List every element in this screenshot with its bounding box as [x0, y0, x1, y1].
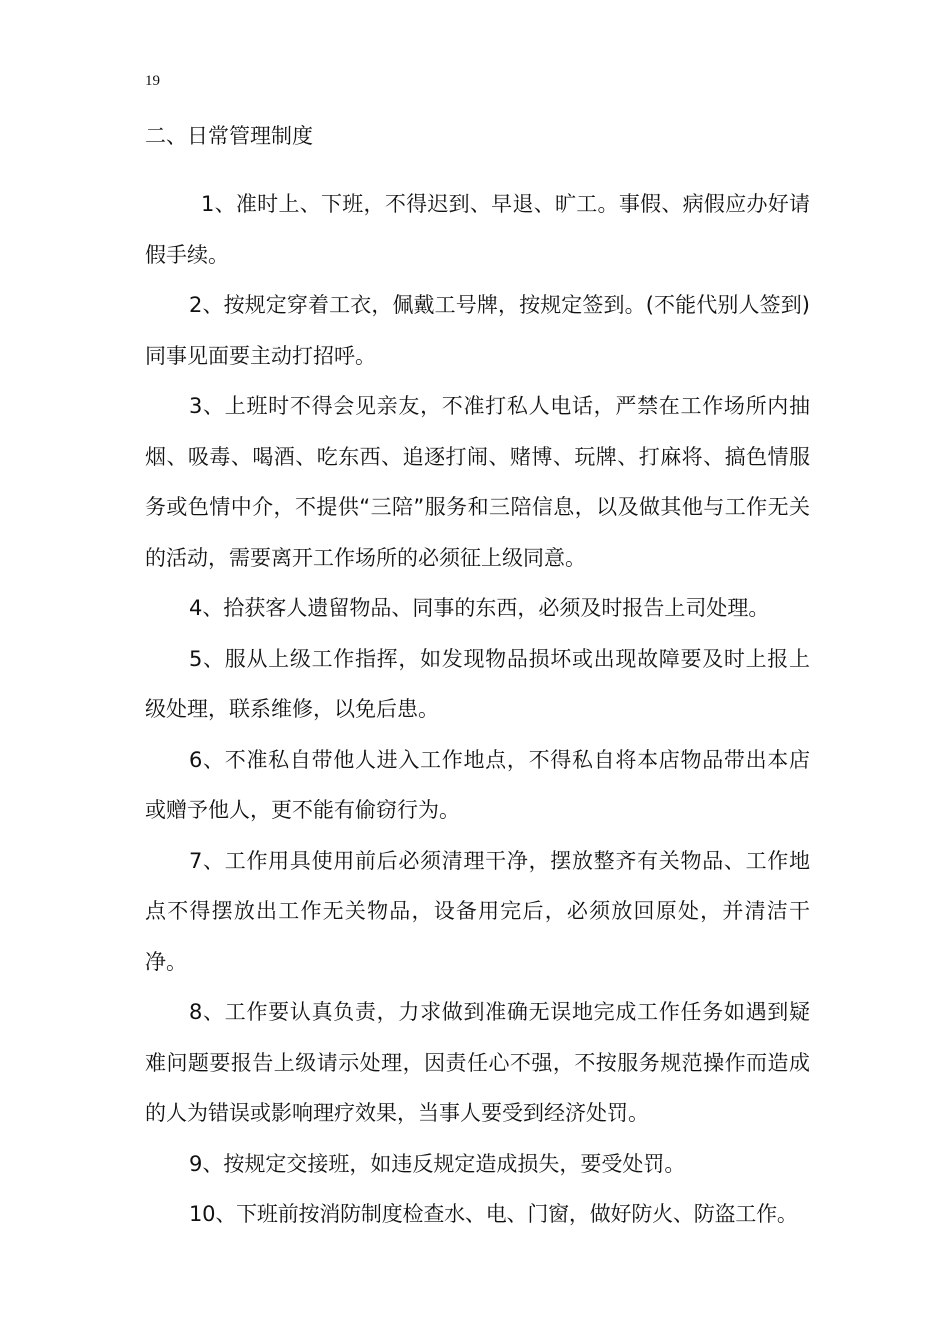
rule-paragraph-4: 4、拾获客人遗留物品、同事的东西，必须及时报告上司处理。	[189, 596, 770, 620]
page-number: 19	[145, 73, 160, 89]
rule-paragraph-1: 1、准时上、下班，不得迟到、早退、旷工。事假、病假应办好请假手续。	[145, 192, 810, 267]
rule-paragraph-3: 3、上班时不得会见亲友，不准打私人电话，严禁在工作场所内抽烟、吸毒、喝酒、吃东西、追逐打闹、赌博、玩牌、打麻将、搞色情服务或色情中介，不提供“三陪”服务和三陪信息，以及做其他与工作无关的活动，需要离开工作场所的必须征上级同意。	[145, 394, 810, 570]
rule-paragraph-6: 6、不准私自带他人进入工作地点，不得私自将本店物品带出本店或赠予他人，更不能有偷窃行为。	[145, 747, 810, 822]
rule-paragraph-7: 7、工作用具使用前后必须清理干净，摆放整齐有关物品、工作地点不得摆放出工作无关物品，设备用完后，必须放回原处，并清洁干净。	[145, 848, 810, 974]
rule-paragraph-10: 10、下班前按消防制度检查水、电、门窗，做好防火、防盗工作。	[189, 1202, 798, 1226]
rule-paragraph-8: 8、工作要认真负责，力求做到准确无误地完成工作任务如遇到疑难问题要报告上级请示处理，因责任心不强，不按服务规范操作而造成的人为错误或影响理疗效果，当事人要受到经济处罚。	[145, 1000, 810, 1125]
document-content	[145, 118, 810, 1240]
rule-paragraph-9: 9、按规定交接班，如违反规定造成损失，要受处罚。	[189, 1151, 686, 1176]
rule-paragraph-2: 2、按规定穿着工衣，佩戴工号牌，按规定签到。(不能代别人签到)同事见面要主动打招呼。	[145, 293, 810, 368]
section-title: 二、日常管理制度	[145, 124, 313, 148]
rule-paragraph-5: 5、服从上级工作指挥，如发现物品损坏或出现故障要及时上报上级处理，联系维修，以免后患。	[145, 646, 810, 721]
